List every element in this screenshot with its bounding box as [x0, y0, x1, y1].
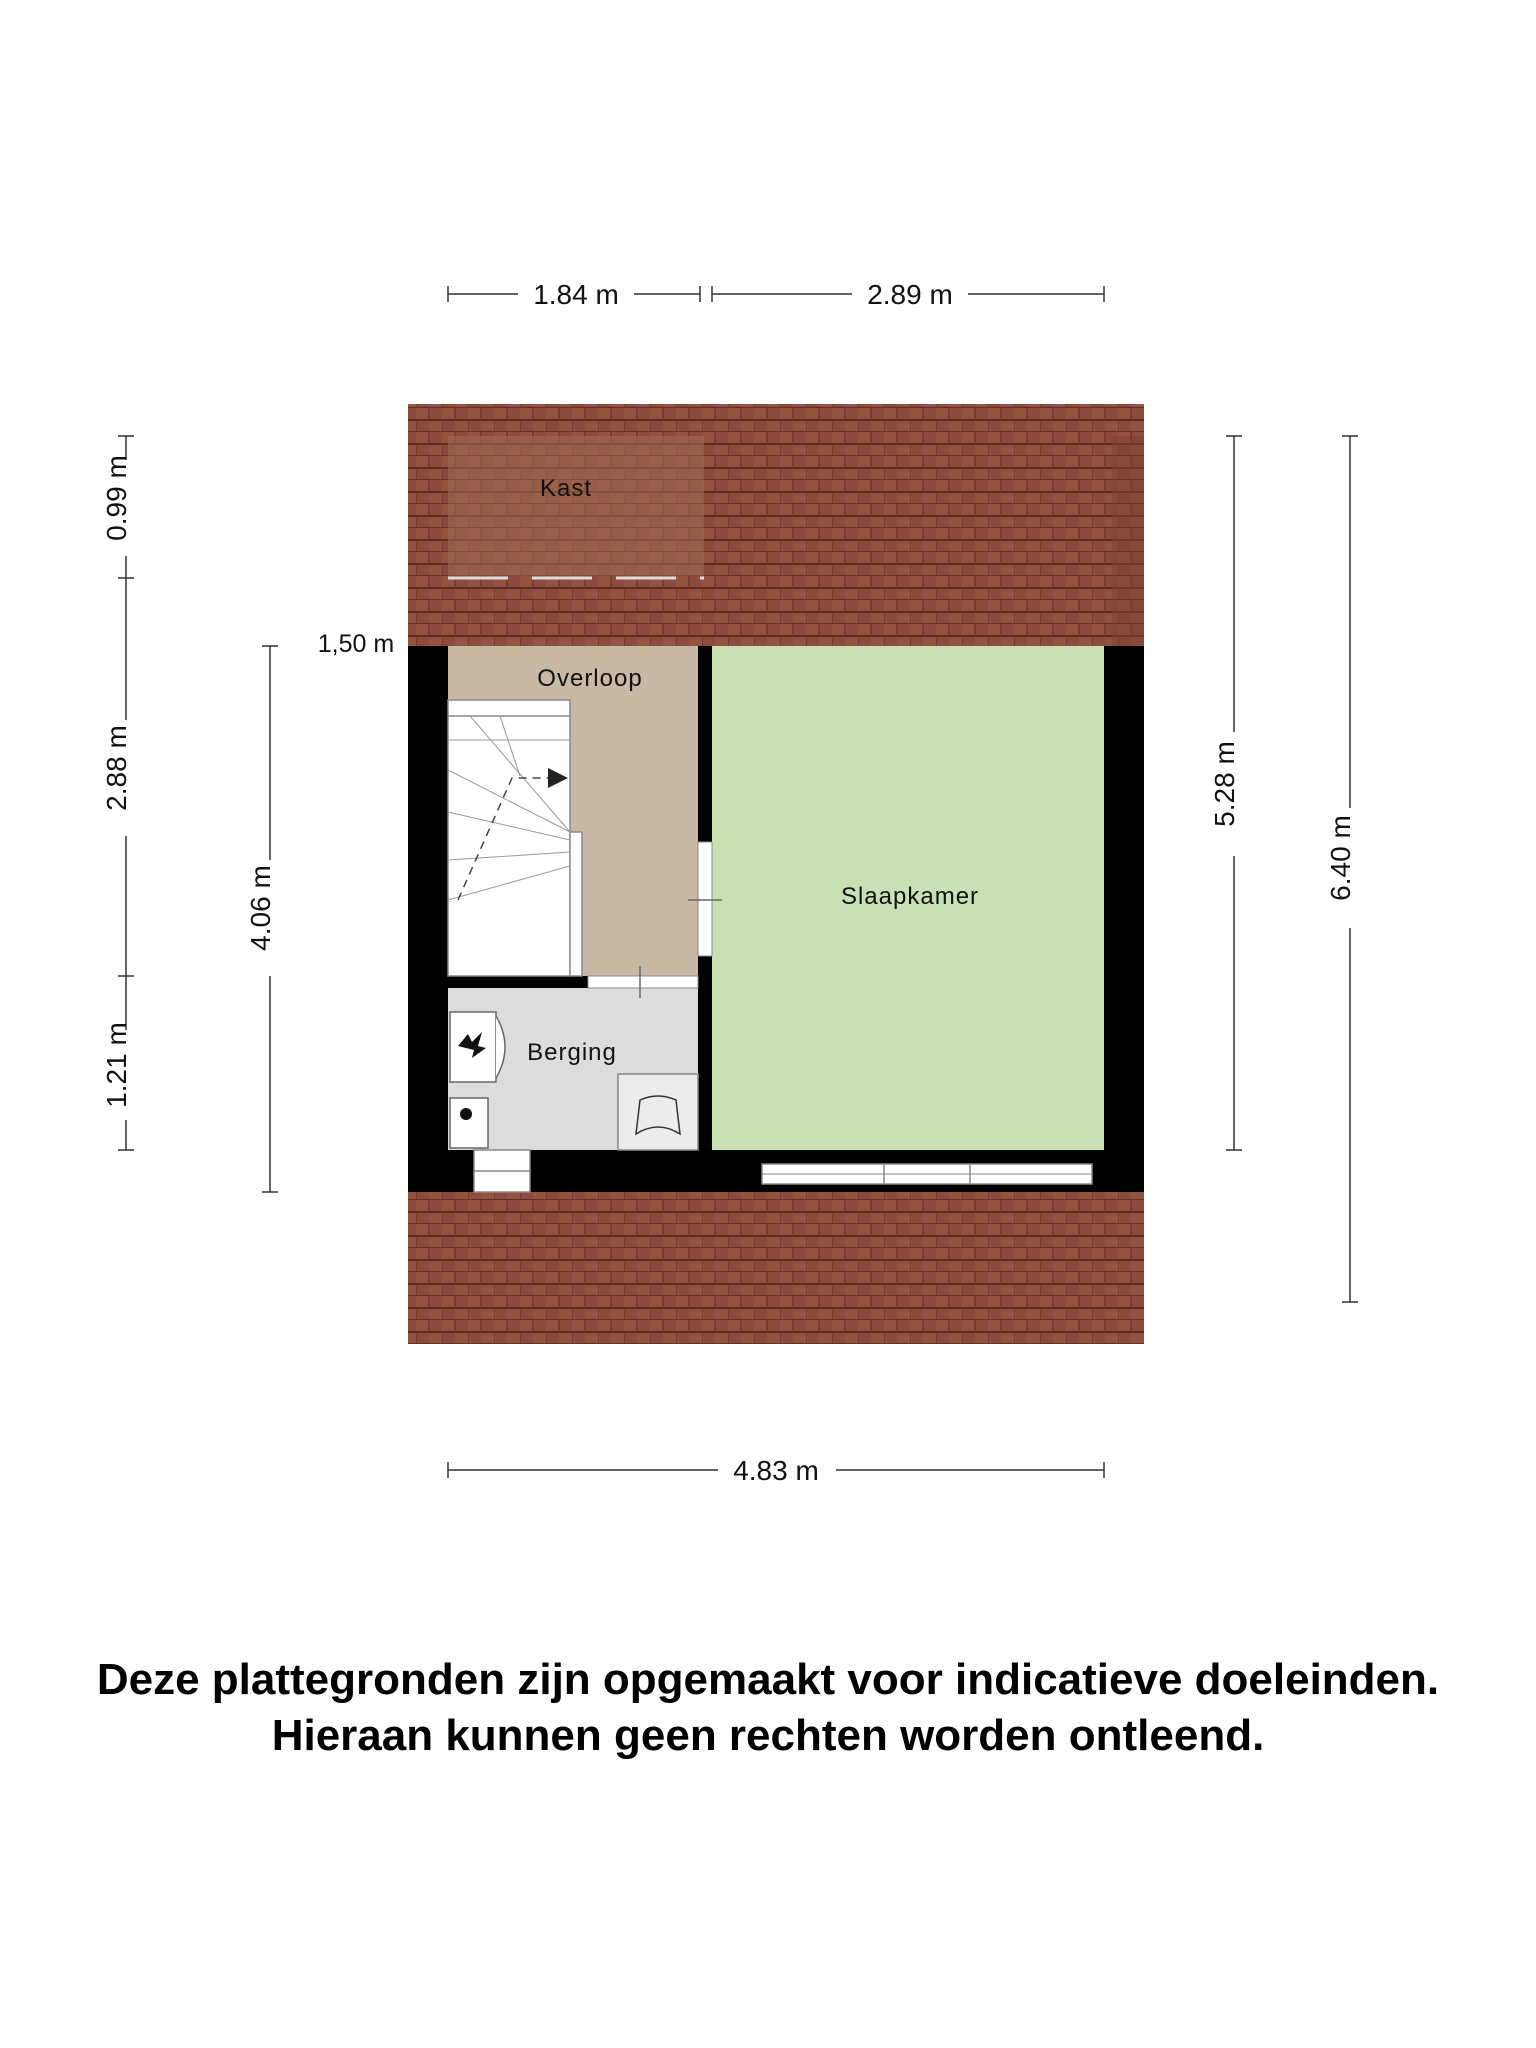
washing-machine-icon: [450, 1098, 488, 1148]
disclaimer-line-1: Deze plattegronden zijn opgemaakt voor indicatieve doeleinden.: [96, 1655, 1440, 1704]
dim-label-inner: 1,50 m: [317, 630, 395, 658]
door-overloop-berging: [588, 976, 698, 988]
window-berging: [474, 1150, 530, 1192]
disclaimer: [0, 1652, 1536, 1764]
dim-label-left-berging: 1.21 m: [101, 1022, 132, 1108]
roof-shade-right: [1112, 436, 1144, 646]
room-label-berging: Berging: [527, 1039, 617, 1066]
room-label-kast: Kast: [539, 475, 593, 502]
disclaimer-line-2: Hieraan kunnen geen rechten worden ontleend.: [271, 1711, 1265, 1760]
staircase: [448, 700, 582, 976]
dim-bottom: [448, 1455, 1104, 1486]
dim-label-left-overloop: 2.88 m: [101, 725, 132, 811]
dim-label-right-outer: 6.40 m: [1325, 815, 1356, 901]
boiler-icon: [450, 1012, 505, 1082]
dim-label-bottom: 4.83 m: [733, 1455, 819, 1486]
room-label-slaapkamer: Slaapkamer: [840, 883, 980, 910]
dim-left-outer: [101, 436, 134, 1150]
door-overloop-slaapkamer: [698, 842, 712, 956]
dim-label-right-inner: 5.28 m: [1209, 741, 1240, 827]
dim-label-left-kast: 0.99 m: [101, 455, 132, 541]
dryer-icon: [618, 1074, 698, 1150]
dim-right-inner: [1209, 436, 1242, 1150]
dim-label-left-inner: 4.06 m: [245, 865, 276, 951]
room-label-overloop: Overloop: [537, 665, 643, 692]
dim-left-inner: [245, 630, 394, 1192]
dim-label-top-right: 2.89 m: [867, 279, 953, 310]
kast-shade: [448, 436, 704, 576]
dim-top-right: [712, 279, 1104, 310]
dim-top-left: [448, 279, 700, 310]
dim-label-top-left: 1.84 m: [533, 279, 619, 310]
window-slaapkamer: [762, 1164, 1092, 1184]
roof-bottom: [408, 1192, 1144, 1344]
dim-right-outer: [1325, 436, 1358, 1302]
